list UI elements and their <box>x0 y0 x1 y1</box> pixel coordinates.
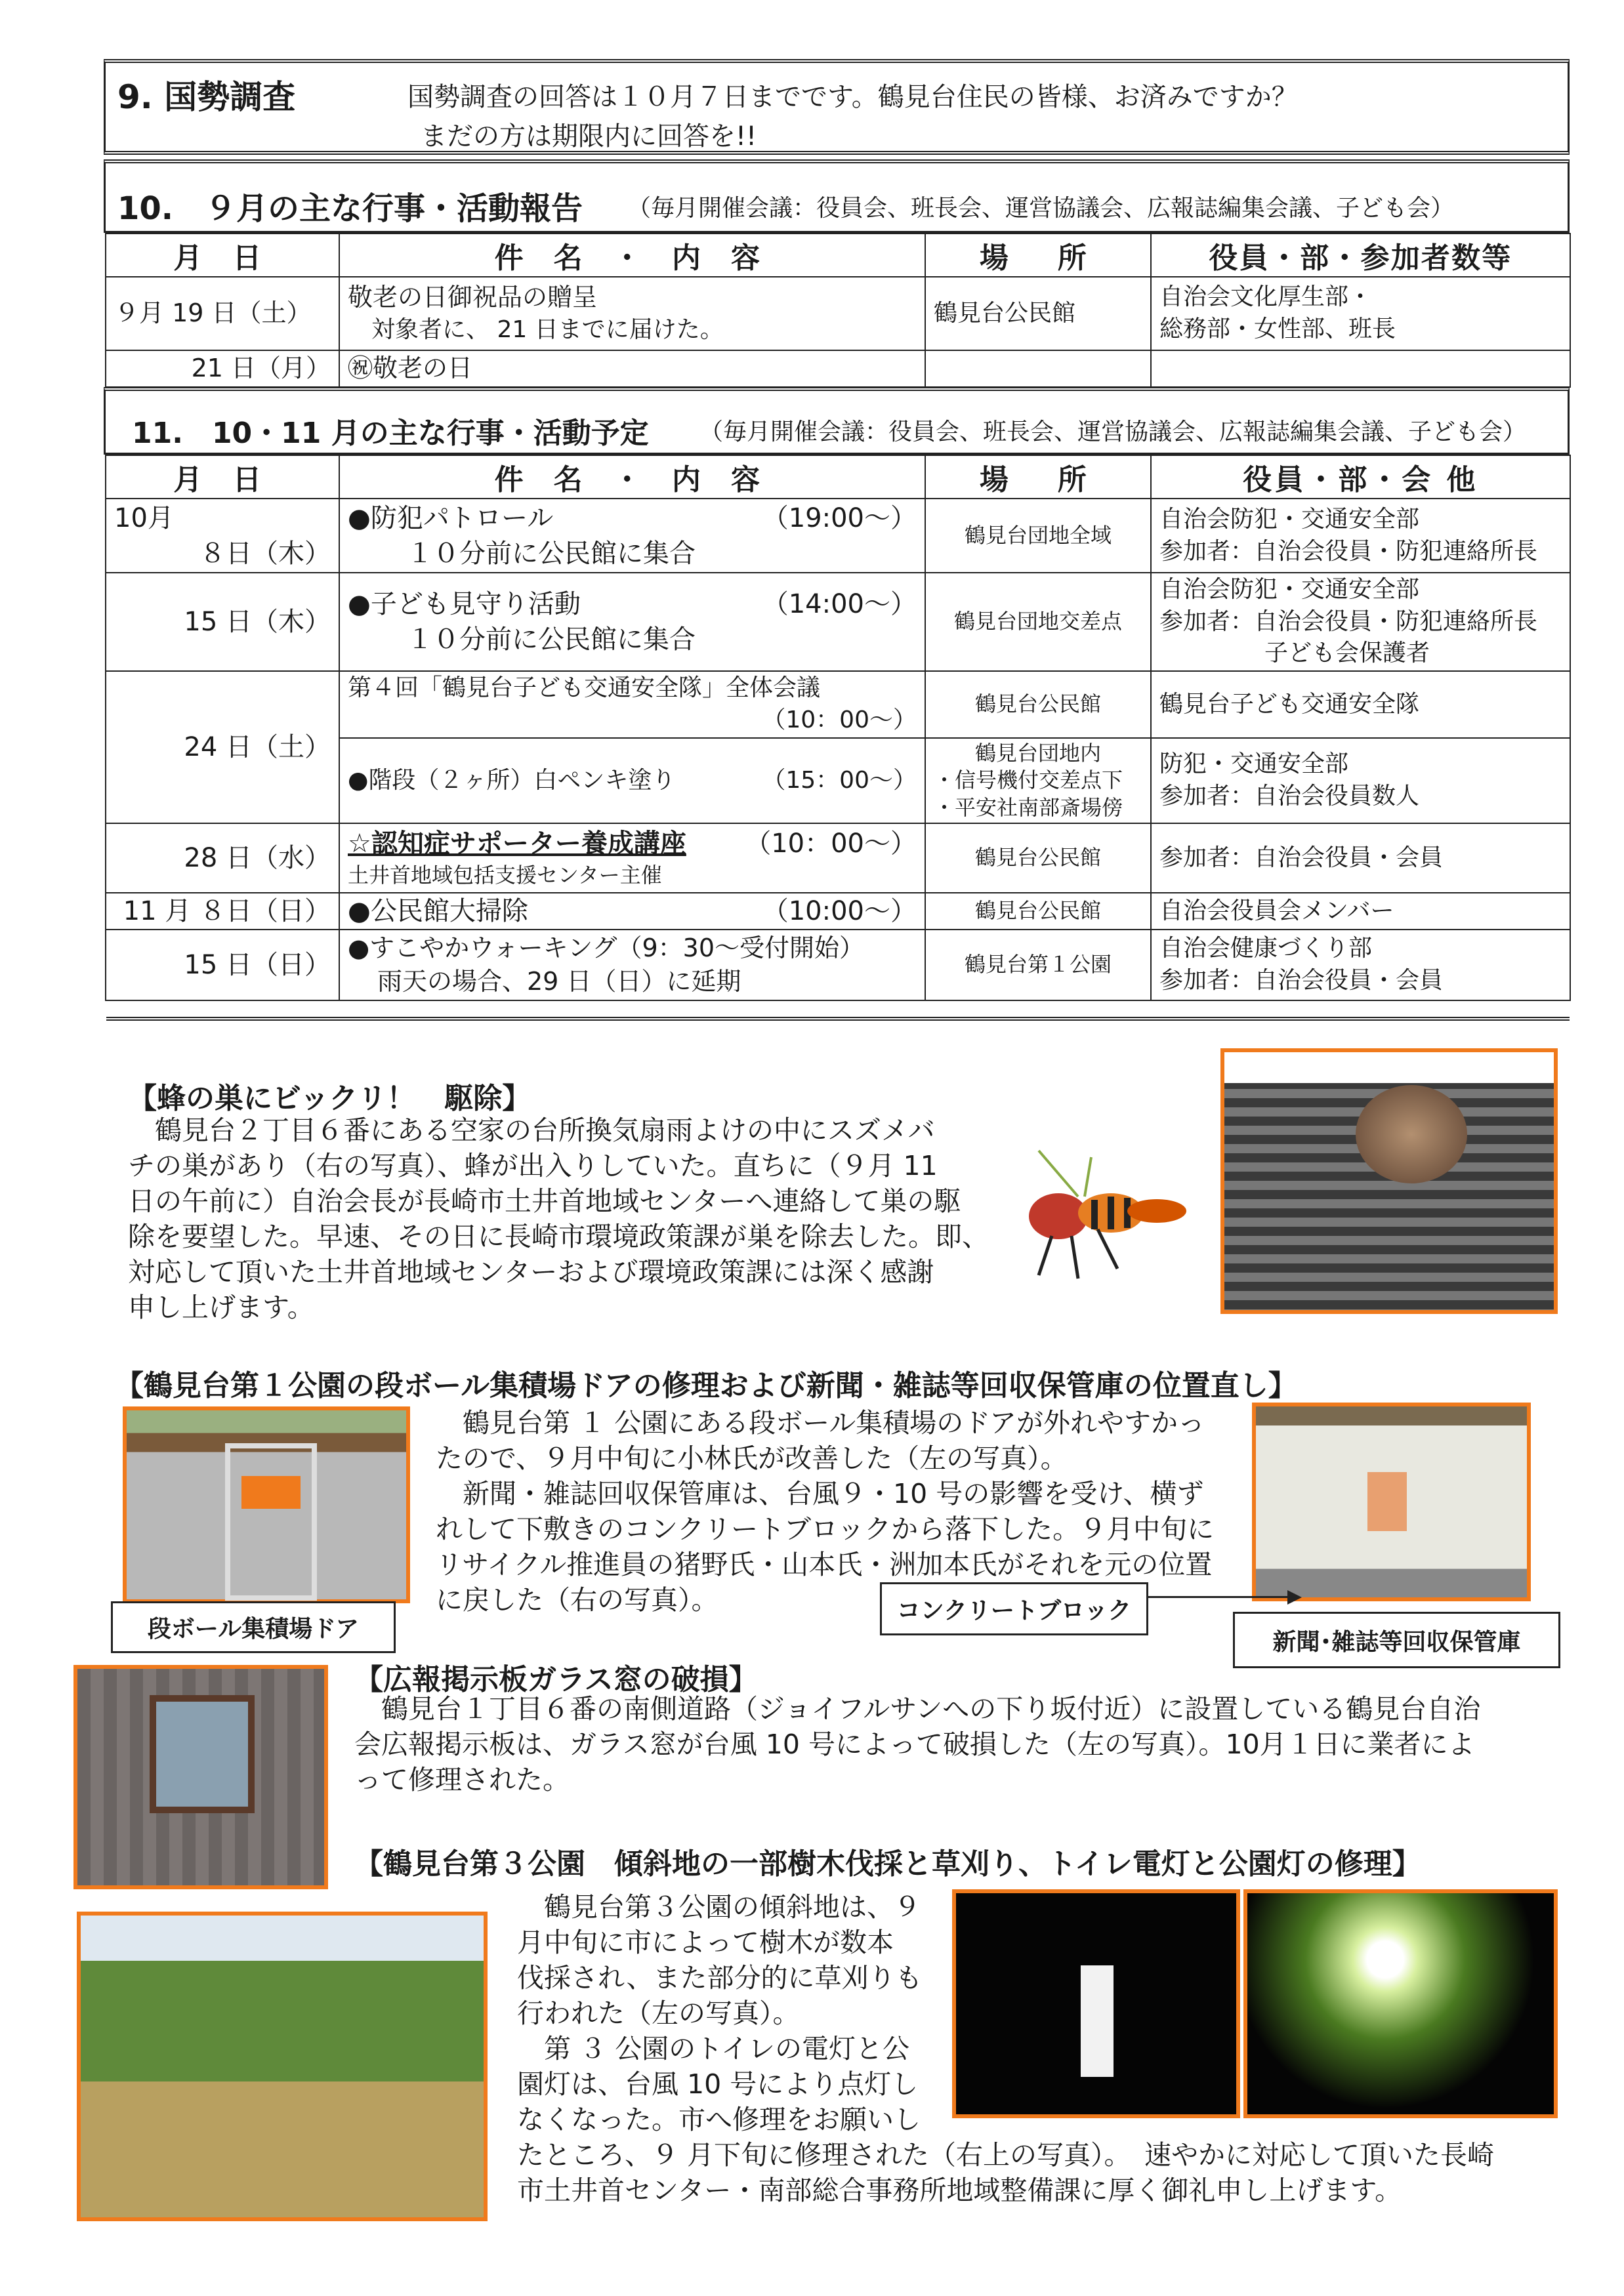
park1-body: 鶴見台第 １ 公園にある段ボール集積場のドアが外れやすかっ たので、９月中旬に小林氏が改善した（左の写真）。 新聞・雑誌回収保管庫は、台風９・10 号の影響を受け、横ず れして下敷きのコンクリートブロックから落下した。９月中旬に リサイクル推進員の猪野氏・山本氏・洲加本氏がそれを元の位置 に戻した（右の写真）。 <box>436 1407 1215 1616</box>
table-row <box>106 930 1570 1000</box>
toilet-light-photo <box>952 1889 1240 2118</box>
section-9-line2: まだの方は期限内に回答を!! <box>421 121 757 152</box>
october-november-schedule-table <box>105 455 1571 1001</box>
row-content: ●子ども見守り活動 （14:00～） <box>348 586 917 622</box>
section-11-note: （毎月開催会議：役員会、班長会、運営協議会、広報誌編集会議、子ども会） <box>699 419 1527 445</box>
row-staff: 総務部・女性部、班長 <box>1159 316 1396 342</box>
row-staff: 自治会防犯・交通安全部 <box>1159 576 1420 604</box>
row-staff: 自治会役員会メンバー <box>1151 893 1570 930</box>
row-staff: 自治会文化厚生部・ <box>1159 283 1373 311</box>
col-staff: 役員・部・参加者数等 <box>1151 234 1570 277</box>
park3-title: 【鶴見台第３公園 傾斜地の一部樹木伐採と草刈り、トイレ電灯と公園灯の修理】 <box>354 1847 1421 1881</box>
row-place: 鶴見台団地交差点 <box>925 573 1151 671</box>
row-month: 10月 <box>114 502 174 533</box>
caption-concrete-block: コンクリートブロック <box>880 1582 1148 1635</box>
row-staff: 鶴見台子ども交通安全隊 <box>1151 671 1570 738</box>
row-time: （14:00～） <box>762 589 917 619</box>
row-content: 第４回「鶴見台子ども交通安全隊」全体会議 <box>348 674 821 702</box>
col-date: 月 日 <box>106 455 339 499</box>
caption-cardboard-door: 段ボール集積場ドア <box>111 1601 396 1653</box>
row-place: 鶴見台団地内 <box>974 740 1101 766</box>
col-content: 件 名 ・ 内 容 <box>339 455 925 499</box>
hornet-nest-photo <box>1220 1048 1558 1314</box>
row-content: ●すこやかウォーキング（9：30～受付開始） <box>348 933 865 962</box>
col-staff: 役員・部・会 他 <box>1151 455 1570 499</box>
table-row <box>106 350 1570 387</box>
row-content: ●防犯パトロール （19:00～） <box>348 501 917 536</box>
row-time: （10:00～） <box>762 896 917 926</box>
row-staff: 参加者：自治会役員・会員 <box>1151 823 1570 893</box>
arrow-icon <box>1148 1596 1293 1598</box>
row-date: ９月 19 日（土） <box>106 277 339 350</box>
section-9-title: 9. 国勢調査 <box>117 78 296 116</box>
row-content: ㊗敬老の日 <box>339 350 925 387</box>
row-place: 鶴見台公民館 <box>925 277 1151 350</box>
row-place: 鶴見台第１公園 <box>925 930 1151 1000</box>
table-row <box>106 671 1570 738</box>
september-report-table <box>105 233 1571 388</box>
park-light-photo <box>1243 1889 1558 2118</box>
row-content: 敬老の日御祝品の贈呈 <box>348 283 598 312</box>
row-date: 15 日（木） <box>106 573 339 671</box>
arrow-head-icon <box>1287 1590 1302 1605</box>
section-9-census <box>104 59 1570 155</box>
bulletin-board-title: 【広報掲示板ガラス窓の破損】 <box>354 1663 758 1696</box>
row-date: ８日（木） <box>199 538 331 569</box>
section-10-title: 10. ９月の主な行事・活動報告 <box>117 190 583 227</box>
row-date: 28 日（水） <box>106 823 339 893</box>
section-11-header <box>104 387 1570 455</box>
storage-shed-photo <box>1252 1403 1531 1601</box>
row-date: 21 日（月） <box>106 350 339 387</box>
row-place: 鶴見台団地全域 <box>925 499 1151 573</box>
row-place: 鶴見台公民館 <box>925 893 1151 930</box>
row-staff: 子ども会保護者 <box>1264 640 1430 667</box>
table-row <box>106 573 1570 671</box>
row-staff: 参加者：自治会役員・防犯連絡所長 <box>1159 607 1538 635</box>
col-place: 場 所 <box>925 234 1151 277</box>
caption-storage-shed: 新聞･雑誌等回収保管庫 <box>1233 1612 1560 1668</box>
bulletin-board-photo <box>73 1665 328 1889</box>
hornet-title: 【蜂の巣にビックリ！ 駆除】 <box>128 1082 531 1115</box>
row-time: （15：00～） <box>762 766 917 794</box>
park3-body: 鶴見台第３公園の傾斜地は、９ 月中旬に市によって樹木が数本 伐採され、また部分的に草刈りも 行われた（左の写真）。 第 ３ 公園のトイレの電灯と公 園灯は、台風 10 号により点灯し なくなった。市へ修理をお願いし たところ、９ 月下旬に修理された（右上の写真）。 速やかに対応して頂いた長崎 市土井首センター・南部総合事務所地域整備課に厚く御礼申し上げます。 <box>517 1891 1495 2206</box>
row-staff: 参加者：自治会役員・防犯連絡所長 <box>1159 537 1538 565</box>
row-date: 11 月 ８日（日） <box>106 893 339 930</box>
row-place: 鶴見台公民館 <box>925 823 1151 893</box>
row-staff: 参加者：自治会役員・会員 <box>1159 967 1444 994</box>
section-10-header <box>104 159 1570 233</box>
section-10-note: （毎月開催会議：役員会、班長会、運営協議会、広報誌編集会議、子ども会） <box>627 195 1455 222</box>
bulletin-board-body: 鶴見台１丁目６番の南側道路（ジョイフルサンへの下り坂付近）に設置している鶴見台自治 会広報掲示板は、ガラス窓が台風 10 号によって破損した（左の写真）。10月１日に業者によ って修理された。 <box>354 1693 1481 1795</box>
table-row <box>106 823 1570 893</box>
nest <box>1356 1085 1467 1183</box>
row-staff: 参加者：自治会役員数人 <box>1159 783 1420 810</box>
row-place: 鶴見台公民館 <box>925 671 1151 738</box>
row-time: （19:00～） <box>762 502 917 533</box>
row-place: ・平安社南部斎場傍 <box>934 794 1123 820</box>
row-content: ☆認知症サポーター養成講座 （10：00～） <box>348 826 917 861</box>
col-content: 件 名 ・ 内 容 <box>339 234 925 277</box>
slope-photo <box>77 1912 488 2221</box>
table-row <box>106 893 1570 930</box>
row-content-sub: １０分前に公民館に集合 <box>407 538 696 569</box>
row-staff: 自治会防犯・交通安全部 <box>1159 505 1420 533</box>
row-time: （10：00～） <box>762 707 917 733</box>
row-date: 24 日（土） <box>106 671 339 823</box>
row-staff: 自治会健康づくり部 <box>1159 935 1373 962</box>
col-date: 月 日 <box>106 234 339 277</box>
row-place: ・信号機付交差点下 <box>934 768 1123 793</box>
row-date: 15 日（日） <box>106 930 339 1000</box>
table-row <box>106 277 1570 350</box>
section-11-title: 11. 10・11 月の主な行事・活動予定 <box>132 417 649 450</box>
row-content-sub: 対象者に、 21 日までに届けた。 <box>348 316 724 344</box>
col-place: 場 所 <box>925 455 1151 499</box>
park1-title: 【鶴見台第１公園の段ボール集積場ドアの修理および新聞・雑誌等回収保管庫の位置直し】 <box>115 1369 1297 1403</box>
row-content: ●階段（２ヶ所）白ペンキ塗り <box>348 766 676 794</box>
table-row <box>106 499 1570 573</box>
row-content-sub: 雨天の場合、29 日（日）に延期 <box>377 967 741 996</box>
row-time: （10：00～） <box>745 829 917 859</box>
hornet-body: 鶴見台２丁目６番にある空家の台所換気扇雨よけの中にスズメバ チの巣があり（右の写真）、蜂が出入りしていた。直ちに（９月 11 日の午前に）自治会長が長崎市土井首地域センターへ連絡して巣の駆 除を要望した。早速、その日に長崎市環境政策課が巣を除去した。即、 対応して頂いた土井首地域センターおよび環境政策課には深く感謝 申し上げます。 <box>128 1115 989 1323</box>
row-content-sub: １０分前に公民館に集合 <box>407 625 696 655</box>
hornet-illustration <box>999 1144 1199 1284</box>
row-content-sub: 土井首地域包括支援センター主催 <box>348 863 662 888</box>
cardboard-door-photo <box>123 1406 410 1603</box>
section-9-line1: 国勢調査の回答は１０月７日までです。鶴見台住民の皆様、お済みですか？ <box>407 82 1298 112</box>
row-content: ●公民館大掃除 <box>348 896 528 926</box>
section-divider <box>106 1017 1570 1021</box>
row-staff: 防犯・交通安全部 <box>1159 750 1349 778</box>
